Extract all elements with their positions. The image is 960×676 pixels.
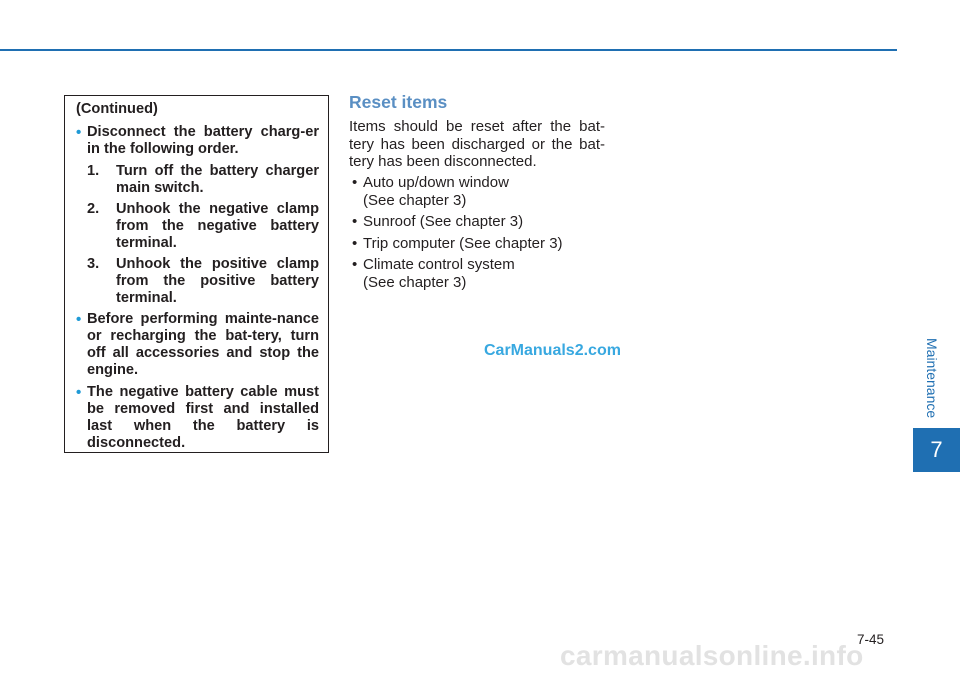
warning-bullet-text: The negative battery cable must be removed first and installed last when the battery is disconnected. <box>87 384 319 451</box>
list-item <box>349 235 611 253</box>
list-item-text: Sunroof (See chapter 3) <box>363 213 524 230</box>
warning-step <box>76 256 319 307</box>
warning-heading: (Continued) <box>76 101 158 117</box>
top-rule <box>0 49 897 51</box>
list-item-subtext: (See chapter 3) <box>363 191 467 209</box>
list-item-text: Auto up/down window <box>363 174 509 191</box>
chapter-tab: 7 <box>913 428 960 472</box>
list-bullet-icon: • <box>352 234 358 252</box>
step-text: Turn off the battery charger main switch. <box>116 163 319 196</box>
step-number: 1. <box>87 163 100 179</box>
list-item-text: Climate control system <box>363 256 515 273</box>
warning-bullet-text: Disconnect the battery charg-er in the following order. <box>87 124 319 157</box>
list-bullet-icon: • <box>352 213 358 230</box>
footer-watermark: carmanualsonline.info <box>560 640 864 671</box>
chapter-side-label: Maintenance <box>924 338 940 419</box>
section-title: Reset items <box>349 92 448 112</box>
bullet-icon: • <box>76 384 82 401</box>
warning-step <box>76 163 319 197</box>
list-item-text: Trip computer (See chapter 3) <box>363 234 563 252</box>
warning-bullet <box>76 311 319 379</box>
list-bullet-icon: • <box>352 256 358 273</box>
watermark: CarManuals2.com <box>484 342 621 359</box>
reset-items-list <box>349 174 611 295</box>
step-text: Unhook the positive clamp from the positive battery terminal. <box>116 256 319 306</box>
warning-step <box>76 201 319 252</box>
section-intro: Items should be reset after the bat-tery has been discharged or the bat-tery has been disconnected. <box>349 118 605 170</box>
list-item <box>349 174 611 209</box>
warning-bullet <box>76 124 319 158</box>
list-bullet-icon: • <box>352 174 358 191</box>
warning-bullet <box>76 384 319 452</box>
warning-box <box>64 95 329 453</box>
list-item <box>349 213 611 231</box>
list-item <box>349 256 611 291</box>
warning-bullet-text: Before performing mainte-nance or recharging the bat-tery, turn off all accessories and stop the engine. <box>87 311 319 378</box>
page-number: 7-45 <box>857 632 885 647</box>
step-number: 2. <box>87 201 100 217</box>
step-text: Unhook the negative clamp from the negative battery terminal. <box>116 201 319 251</box>
bullet-icon: • <box>76 124 82 141</box>
list-item-subtext: (See chapter 3) <box>363 273 467 291</box>
bullet-icon: • <box>76 311 82 328</box>
step-number: 3. <box>87 256 100 272</box>
